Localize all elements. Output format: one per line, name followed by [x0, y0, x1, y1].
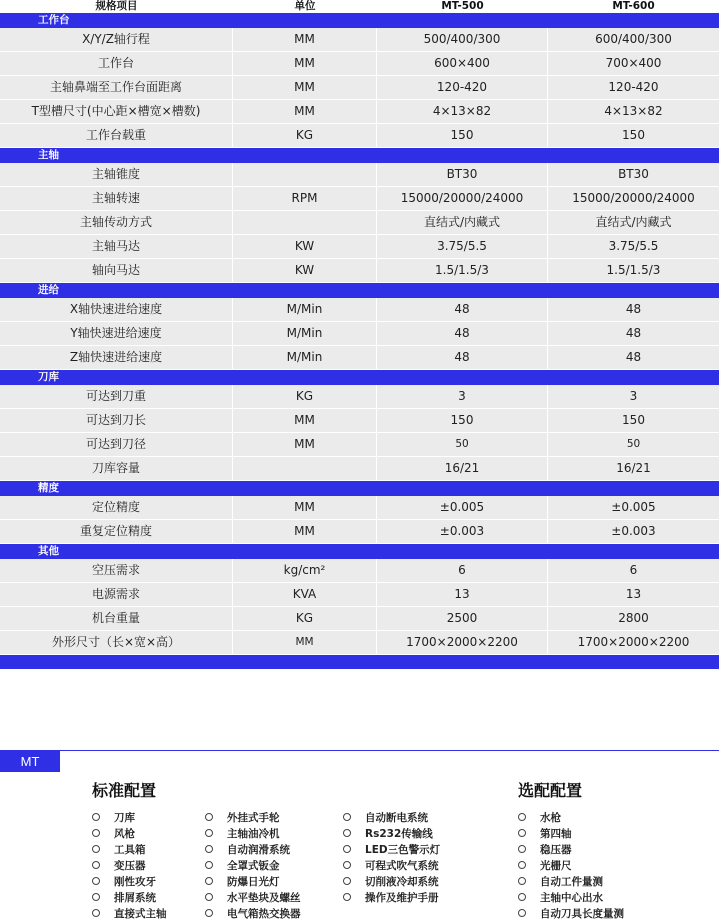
- spec-value-model-2: 2800: [618, 611, 649, 625]
- spec-value-model-1: BT30: [377, 163, 548, 186]
- spec-value-model-2: 48: [625, 302, 642, 316]
- config-item: [205, 858, 301, 874]
- config-item-label: 直接式主轴: [114, 908, 167, 920]
- bullet-circle-icon: [205, 909, 213, 917]
- spec-unit: MM: [233, 520, 377, 543]
- table-row: [0, 583, 719, 607]
- config-item: [92, 810, 167, 826]
- table-row: [0, 631, 719, 655]
- bullet-circle-icon: [343, 845, 351, 853]
- bullet-circle-icon: [92, 893, 100, 901]
- spec-name: Z轴快速进给速度: [0, 346, 233, 369]
- spec-unit: MM: [233, 28, 377, 51]
- spec-unit: M/Min: [233, 346, 377, 369]
- spec-value-model-2: 48: [625, 326, 642, 340]
- bullet-circle-icon: [205, 829, 213, 837]
- table-row: [0, 100, 719, 124]
- standard-config-column: [205, 810, 301, 922]
- bullet-circle-icon: [92, 909, 100, 917]
- config-item-label: 水枪: [540, 812, 561, 824]
- spec-name: T型槽尺寸(中心距×槽宽×槽数): [0, 100, 233, 123]
- config-item-label: 刀库: [114, 812, 135, 824]
- spec-name: 定位精度: [0, 496, 233, 519]
- spec-value-model-2: 120-420: [608, 80, 659, 94]
- config-item: [518, 890, 624, 906]
- spec-name: 可达到刀径: [0, 433, 233, 456]
- table-header: [0, 0, 719, 13]
- spec-value-model-1: 2500: [377, 607, 548, 630]
- config-item-label: 可程式吹气系统: [365, 860, 439, 872]
- header-model-2: MT-600: [612, 0, 655, 12]
- config-item: [343, 858, 440, 874]
- header-model-1: MT-500: [441, 0, 484, 12]
- spec-unit: [233, 457, 377, 480]
- config-item-label: 防爆日光灯: [227, 876, 280, 888]
- spec-unit: KVA: [233, 583, 377, 606]
- table-row: [0, 409, 719, 433]
- config-item: [92, 874, 167, 890]
- spec-value-model-1: 50: [377, 433, 548, 456]
- table-row: [0, 28, 719, 52]
- config-item-label: 自动工件量测: [540, 876, 603, 888]
- spec-unit: KW: [233, 259, 377, 282]
- table-row: [0, 433, 719, 457]
- spec-value-model-2: 600/400/300: [595, 32, 672, 46]
- spec-value-model-1: 4×13×82: [377, 100, 548, 123]
- bullet-circle-icon: [205, 893, 213, 901]
- spec-value-model-2: 16/21: [616, 461, 651, 475]
- config-item: [518, 826, 624, 842]
- spec-value-model-2: 150: [622, 128, 645, 142]
- spec-unit: MM: [233, 496, 377, 519]
- spec-unit: kg/cm²: [233, 559, 377, 582]
- config-item-label: 光栅尺: [540, 860, 572, 872]
- spec-value-model-1: 120-420: [377, 76, 548, 99]
- spec-value-model-1: 16/21: [377, 457, 548, 480]
- config-item: [518, 858, 624, 874]
- section-header: 进给: [0, 283, 719, 298]
- config-item-label: 全罩式钣金: [227, 860, 280, 872]
- table-row: [0, 211, 719, 235]
- bullet-circle-icon: [343, 829, 351, 837]
- table-row: [0, 76, 719, 100]
- spec-value-model-1: 48: [377, 346, 548, 369]
- spec-name: 空压需求: [0, 559, 233, 582]
- section-header: 精度: [0, 481, 719, 496]
- spec-value-model-1: 1700×2000×2200: [377, 631, 548, 654]
- table-row: [0, 346, 719, 370]
- spec-value-model-1: 500/400/300: [377, 28, 548, 51]
- spec-name: X轴快速进给速度: [0, 298, 233, 321]
- spec-unit: MM: [233, 100, 377, 123]
- bullet-circle-icon: [92, 829, 100, 837]
- spec-name: 工作台: [0, 52, 233, 75]
- spec-value-model-1: ±0.003: [377, 520, 548, 543]
- spec-value-model-1: 1.5/1.5/3: [377, 259, 548, 282]
- table-row: [0, 607, 719, 631]
- header-unit: 单位: [294, 0, 316, 12]
- bullet-circle-icon: [518, 845, 526, 853]
- bullet-circle-icon: [518, 893, 526, 901]
- standard-config-column: [92, 810, 167, 922]
- bullet-circle-icon: [343, 877, 351, 885]
- spec-name: 主轴鼻端至工作台面距离: [0, 76, 233, 99]
- spec-name: Y轴快速进给速度: [0, 322, 233, 345]
- config-item-label: 操作及维护手册: [365, 892, 439, 904]
- config-item: [343, 890, 440, 906]
- spec-unit: MM: [233, 631, 377, 654]
- table-row: [0, 187, 719, 211]
- spec-name: 轴向马达: [0, 259, 233, 282]
- spec-value-model-2: 15000/20000/24000: [572, 191, 695, 205]
- config-item: [205, 826, 301, 842]
- spec-unit: KG: [233, 385, 377, 408]
- spec-unit: KW: [233, 235, 377, 258]
- bullet-circle-icon: [518, 877, 526, 885]
- spec-value-model-1: 600×400: [377, 52, 548, 75]
- config-item-label: 排屑系统: [114, 892, 156, 904]
- table-bottom-bar: [0, 655, 719, 669]
- bullet-circle-icon: [518, 861, 526, 869]
- spec-unit: KG: [233, 124, 377, 147]
- spec-value-model-2: BT30: [618, 167, 649, 181]
- config-item: [518, 874, 624, 890]
- spec-value-model-2: 50: [626, 438, 641, 450]
- config-item-label: 刚性攻牙: [114, 876, 156, 888]
- config-item: [92, 890, 167, 906]
- bullet-circle-icon: [205, 813, 213, 821]
- table-row: [0, 457, 719, 481]
- spec-value-model-2: 3.75/5.5: [608, 239, 659, 253]
- table-row: [0, 496, 719, 520]
- spec-value-model-1: 150: [377, 124, 548, 147]
- table-row: [0, 124, 719, 148]
- table-row: [0, 322, 719, 346]
- config-item: [205, 874, 301, 890]
- spec-value-model-1: 直结式/内藏式: [377, 211, 548, 234]
- spec-value-model-1: 48: [377, 322, 548, 345]
- bullet-circle-icon: [205, 877, 213, 885]
- bullet-circle-icon: [205, 861, 213, 869]
- config-item: [343, 874, 440, 890]
- bullet-circle-icon: [205, 845, 213, 853]
- config-item: [518, 810, 624, 826]
- config-item: [205, 890, 301, 906]
- spec-name: X/Y/Z轴行程: [0, 28, 233, 51]
- spec-unit: KG: [233, 607, 377, 630]
- config-item-label: 变压器: [114, 860, 146, 872]
- spec-value-model-2: 150: [622, 413, 645, 427]
- table-row: [0, 52, 719, 76]
- spec-name: 主轴锥度: [0, 163, 233, 186]
- config-item-label: 自动润滑系统: [227, 844, 290, 856]
- spec-name: 可达到刀长: [0, 409, 233, 432]
- standard-config-title: 标准配置: [92, 781, 157, 800]
- section-header: 其他: [0, 544, 719, 559]
- config-divider: [0, 750, 719, 751]
- spec-value-model-2: 1700×2000×2200: [577, 635, 690, 649]
- spec-value-model-1: ±0.005: [377, 496, 548, 519]
- spec-value-model-2: 3: [629, 389, 638, 403]
- config-item: [205, 906, 301, 922]
- spec-value-model-2: 1.5/1.5/3: [606, 263, 661, 277]
- spec-name: 主轴传动方式: [0, 211, 233, 234]
- bullet-circle-icon: [343, 813, 351, 821]
- spec-unit: M/Min: [233, 322, 377, 345]
- config-item-label: 切削液冷却系统: [365, 876, 439, 888]
- header-item: 规格项目: [95, 0, 138, 12]
- spec-value-model-1: 15000/20000/24000: [377, 187, 548, 210]
- spec-value-model-2: 4×13×82: [604, 104, 663, 118]
- spec-unit: RPM: [233, 187, 377, 210]
- spec-value-model-2: ±0.005: [611, 500, 656, 514]
- spec-value-model-1: 6: [377, 559, 548, 582]
- config-item-label: LED三色警示灯: [365, 844, 441, 856]
- table-row: [0, 163, 719, 187]
- spec-value-model-2: ±0.003: [611, 524, 656, 538]
- config-item-label: 主轴油冷机: [227, 828, 280, 840]
- spec-value-model-2: 直结式/内藏式: [595, 215, 672, 229]
- config-item: [343, 826, 440, 842]
- config-item: [92, 906, 167, 922]
- table-row: [0, 259, 719, 283]
- spec-unit: MM: [233, 409, 377, 432]
- spec-unit: [233, 163, 377, 186]
- bullet-circle-icon: [518, 909, 526, 917]
- section-header: 主轴: [0, 148, 719, 163]
- config-item: [92, 842, 167, 858]
- bullet-circle-icon: [343, 861, 351, 869]
- bullet-circle-icon: [92, 845, 100, 853]
- bullet-circle-icon: [343, 893, 351, 901]
- config-item-label: 主轴中心出水: [540, 892, 603, 904]
- spec-unit: MM: [233, 76, 377, 99]
- bullet-circle-icon: [92, 813, 100, 821]
- table-row: [0, 520, 719, 544]
- spec-unit: MM: [233, 52, 377, 75]
- config-item: [343, 842, 440, 858]
- bullet-circle-icon: [92, 861, 100, 869]
- config-item: [518, 906, 624, 922]
- spec-value-model-1: 13: [377, 583, 548, 606]
- bullet-circle-icon: [518, 813, 526, 821]
- spec-name: 主轴转速: [0, 187, 233, 210]
- table-row: [0, 235, 719, 259]
- spec-value-model-1: 48: [377, 298, 548, 321]
- config-item-label: 稳压器: [540, 844, 572, 856]
- optional-config-column: [518, 810, 624, 922]
- config-item: [343, 810, 440, 826]
- config-item-label: 工具箱: [114, 844, 146, 856]
- config-item-label: 电气箱热交换器: [227, 908, 301, 920]
- section-header: 工作台: [0, 13, 719, 28]
- spec-unit: M/Min: [233, 298, 377, 321]
- spec-name: 重复定位精度: [0, 520, 233, 543]
- config-item: [92, 858, 167, 874]
- config-item-label: 风枪: [114, 828, 135, 840]
- config-item-label: 自动刀具长度量测: [540, 908, 624, 920]
- table-row: [0, 559, 719, 583]
- table-body: [0, 13, 719, 655]
- table-row: [0, 385, 719, 409]
- spec-name: 工作台载重: [0, 124, 233, 147]
- spec-value-model-2: 700×400: [605, 56, 662, 70]
- spec-unit: [233, 211, 377, 234]
- config-item: [518, 842, 624, 858]
- spec-name: 电源需求: [0, 583, 233, 606]
- bullet-circle-icon: [518, 829, 526, 837]
- spec-name: 外形尺寸（长×宽×高）: [0, 631, 233, 654]
- config-item-label: 水平垫块及螺丝: [227, 892, 301, 904]
- config-tab: MT: [0, 751, 60, 772]
- spec-value-model-2: 6: [629, 563, 638, 577]
- spec-value-model-2: 13: [625, 587, 642, 601]
- spec-value-model-2: 48: [625, 350, 642, 364]
- config-item-label: 自动断电系统: [365, 812, 428, 824]
- spec-name: 主轴马达: [0, 235, 233, 258]
- config-item-label: 第四轴: [540, 828, 572, 840]
- standard-config-column: [343, 810, 440, 906]
- table-row: [0, 298, 719, 322]
- config-item-label: Rs232传输线: [365, 828, 433, 840]
- spec-unit: MM: [233, 433, 377, 456]
- spec-name: 刀库容量: [0, 457, 233, 480]
- bullet-circle-icon: [92, 877, 100, 885]
- config-item: [205, 810, 301, 826]
- spec-name: 机台重量: [0, 607, 233, 630]
- config-item-label: 外挂式手轮: [227, 812, 280, 824]
- spec-value-model-1: 3.75/5.5: [377, 235, 548, 258]
- spec-value-model-1: 3: [377, 385, 548, 408]
- config-item: [205, 842, 301, 858]
- spec-value-model-1: 150: [377, 409, 548, 432]
- section-header: 刀库: [0, 370, 719, 385]
- config-item: [92, 826, 167, 842]
- spec-name: 可达到刀重: [0, 385, 233, 408]
- optional-config-title: 选配配置: [518, 781, 583, 800]
